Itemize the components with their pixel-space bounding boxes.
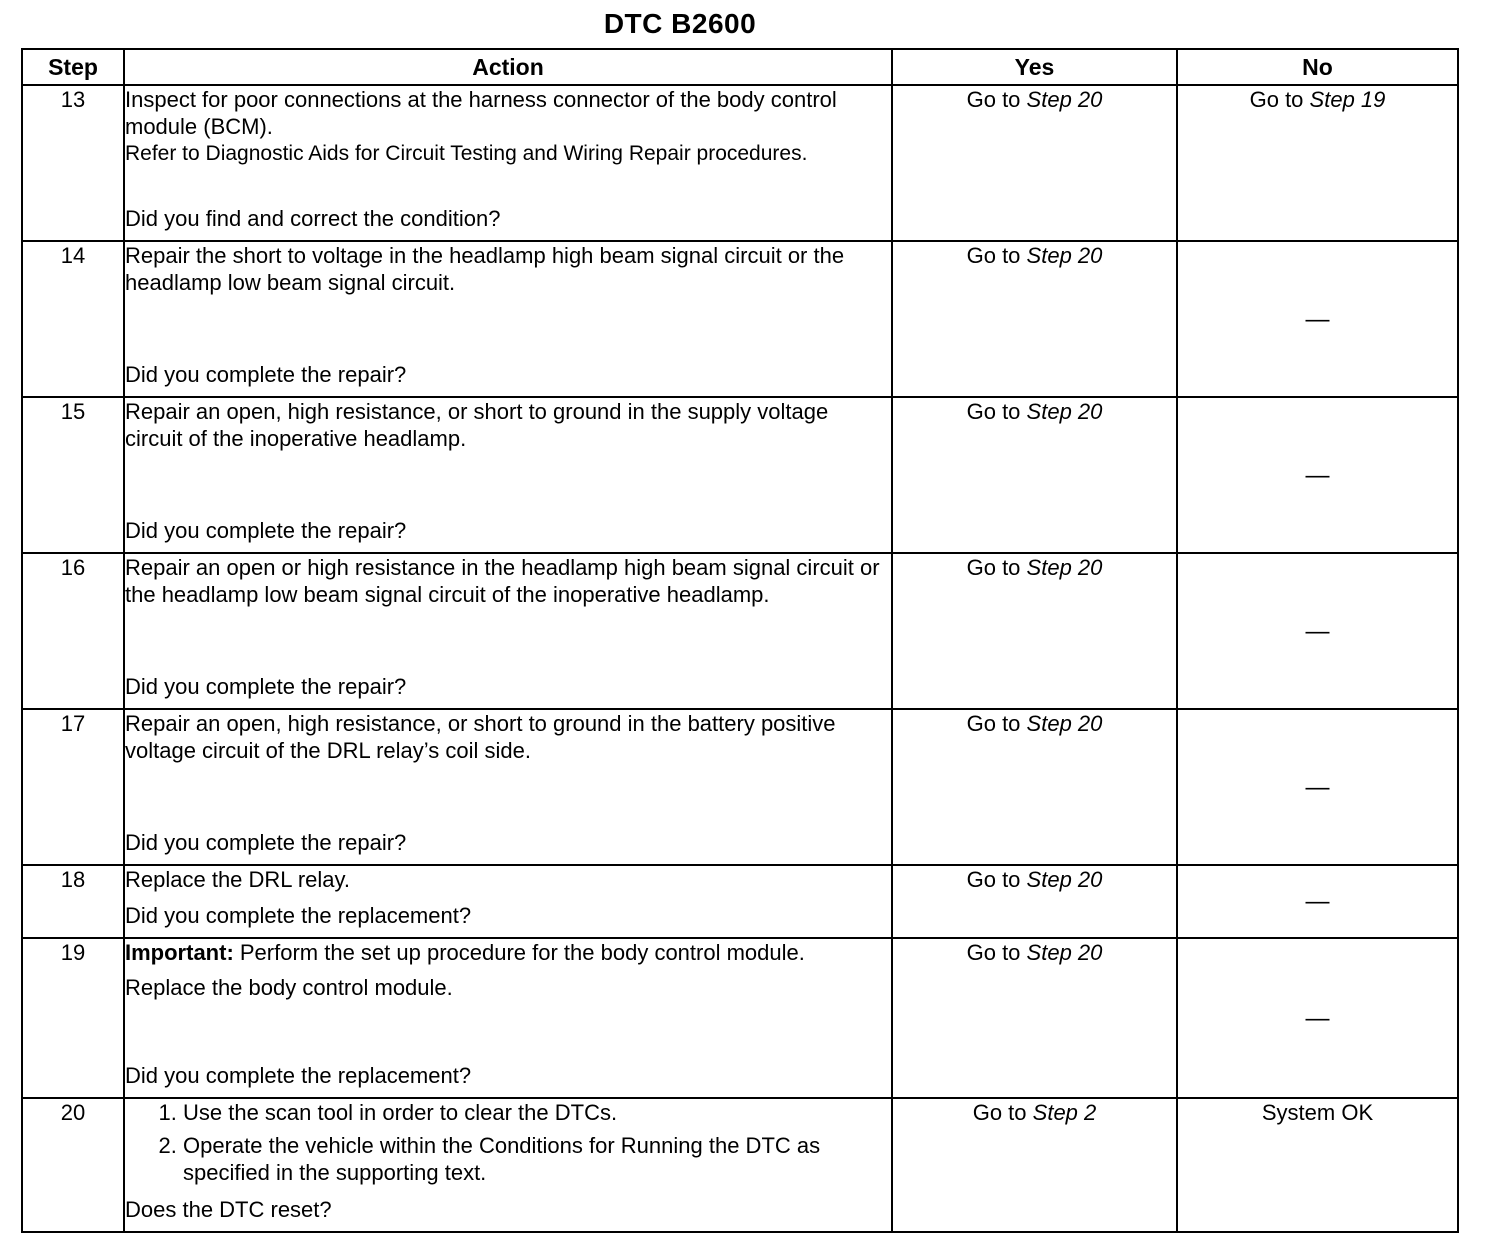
action-cell xyxy=(124,397,892,553)
numbered-steps xyxy=(125,1099,891,1186)
question-text: Did you complete the replacement? xyxy=(125,903,472,928)
yes-cell: Go to Step 20 xyxy=(892,553,1177,709)
table-row xyxy=(22,85,1458,241)
step-number: 19 xyxy=(22,938,124,1098)
yes-step-link[interactable]: Step 20 xyxy=(1026,711,1103,736)
yes-step-link[interactable]: Step 20 xyxy=(1026,555,1103,580)
table-row xyxy=(22,397,1458,553)
yes-cell: Go to Step 20 xyxy=(892,241,1177,397)
header-no: No xyxy=(1177,49,1458,85)
no-cell-dash: — xyxy=(1177,241,1458,397)
action-text: Refer to Diagnostic Aids for Circuit Testing and Wiring Repair procedures. xyxy=(125,142,808,165)
action-text: Replace the DRL relay. xyxy=(125,867,350,892)
yes-step-link[interactable]: Step 20 xyxy=(1026,243,1103,268)
yes-step-link[interactable]: Step 2 xyxy=(1032,1100,1097,1125)
question-text: Does the DTC reset? xyxy=(125,1197,332,1222)
list-item: 1. Use the scan tool in order to clear the DTCs. xyxy=(183,1099,891,1126)
no-cell: Go to Step 19 xyxy=(1177,85,1458,241)
no-cell-dash: — xyxy=(1177,938,1458,1098)
table-header-row xyxy=(22,49,1458,85)
header-yes: Yes xyxy=(892,49,1177,85)
action-text: Repair the short to voltage in the headlamp high beam signal circuit or the headlamp low beam signal circuit. xyxy=(125,243,845,295)
no-cell-dash: — xyxy=(1177,865,1458,938)
action-cell xyxy=(124,85,892,241)
yes-cell: Go to Step 20 xyxy=(892,85,1177,241)
dtc-table xyxy=(21,48,1459,1233)
step-number: 14 xyxy=(22,241,124,397)
table-row xyxy=(22,938,1458,1098)
no-cell-dash: — xyxy=(1177,709,1458,865)
action-text: Replace the body control module. xyxy=(125,975,453,1000)
step-number: 20 xyxy=(22,1098,124,1232)
no-cell-dash: — xyxy=(1177,553,1458,709)
action-text: Repair an open, high resistance, or short to ground in the battery positive voltage circuit of the DRL relay’s coil side. xyxy=(125,711,836,763)
action-cell xyxy=(124,938,892,1098)
no-cell-system-ok: System OK xyxy=(1177,1098,1458,1232)
yes-cell: Go to Step 20 xyxy=(892,938,1177,1098)
table-row xyxy=(22,709,1458,865)
no-cell-dash: — xyxy=(1177,397,1458,553)
step-number: 13 xyxy=(22,85,124,241)
yes-cell: Go to Step 20 xyxy=(892,397,1177,553)
table-row xyxy=(22,553,1458,709)
question-text: Did you complete the repair? xyxy=(125,362,407,387)
table-row xyxy=(22,241,1458,397)
table-row xyxy=(22,865,1458,938)
yes-cell: Go to Step 20 xyxy=(892,865,1177,938)
question-text: Did you complete the repair? xyxy=(125,830,407,855)
important-text: Perform the set up procedure for the body control module. xyxy=(233,940,805,965)
yes-step-link[interactable]: Step 20 xyxy=(1026,940,1103,965)
action-text: Repair an open, high resistance, or short to ground in the supply voltage circuit of the inoperative headlamp. xyxy=(125,399,829,451)
list-item: 2. Operate the vehicle within the Conditions for Running the DTC as specified in the supporting text. xyxy=(183,1132,891,1186)
yes-step-link[interactable]: Step 20 xyxy=(1026,399,1103,424)
important-note xyxy=(125,939,891,966)
page-title: DTC B2600 xyxy=(603,8,757,39)
action-cell xyxy=(124,865,892,938)
header-action: Action xyxy=(124,49,892,85)
yes-step-link[interactable]: Step 20 xyxy=(1026,867,1103,892)
question-text: Did you complete the repair? xyxy=(125,674,407,699)
question-text: Did you complete the repair? xyxy=(125,518,407,543)
action-cell xyxy=(124,709,892,865)
action-text: Repair an open or high resistance in the headlamp high beam signal circuit or the headlamp low beam signal circuit of the inoperative headlamp. xyxy=(125,555,880,607)
step-number: 18 xyxy=(22,865,124,938)
header-step: Step xyxy=(22,49,124,85)
step-number: 16 xyxy=(22,553,124,709)
question-text: Did you complete the replacement? xyxy=(125,1063,472,1088)
step-number: 15 xyxy=(22,397,124,553)
action-cell xyxy=(124,553,892,709)
no-step-link[interactable]: Step 19 xyxy=(1309,87,1386,112)
table-row xyxy=(22,1098,1458,1232)
yes-step-link[interactable]: Step 20 xyxy=(1026,87,1103,112)
action-cell xyxy=(124,1098,892,1232)
action-cell xyxy=(124,241,892,397)
step-number: 17 xyxy=(22,709,124,865)
yes-cell: Go to Step 2 xyxy=(892,1098,1177,1232)
yes-cell: Go to Step 20 xyxy=(892,709,1177,865)
question-text: Did you find and correct the condition? xyxy=(125,206,501,231)
action-text: Inspect for poor connections at the harness connector of the body control module (BCM). xyxy=(125,87,837,139)
important-label: Important: xyxy=(125,940,234,965)
